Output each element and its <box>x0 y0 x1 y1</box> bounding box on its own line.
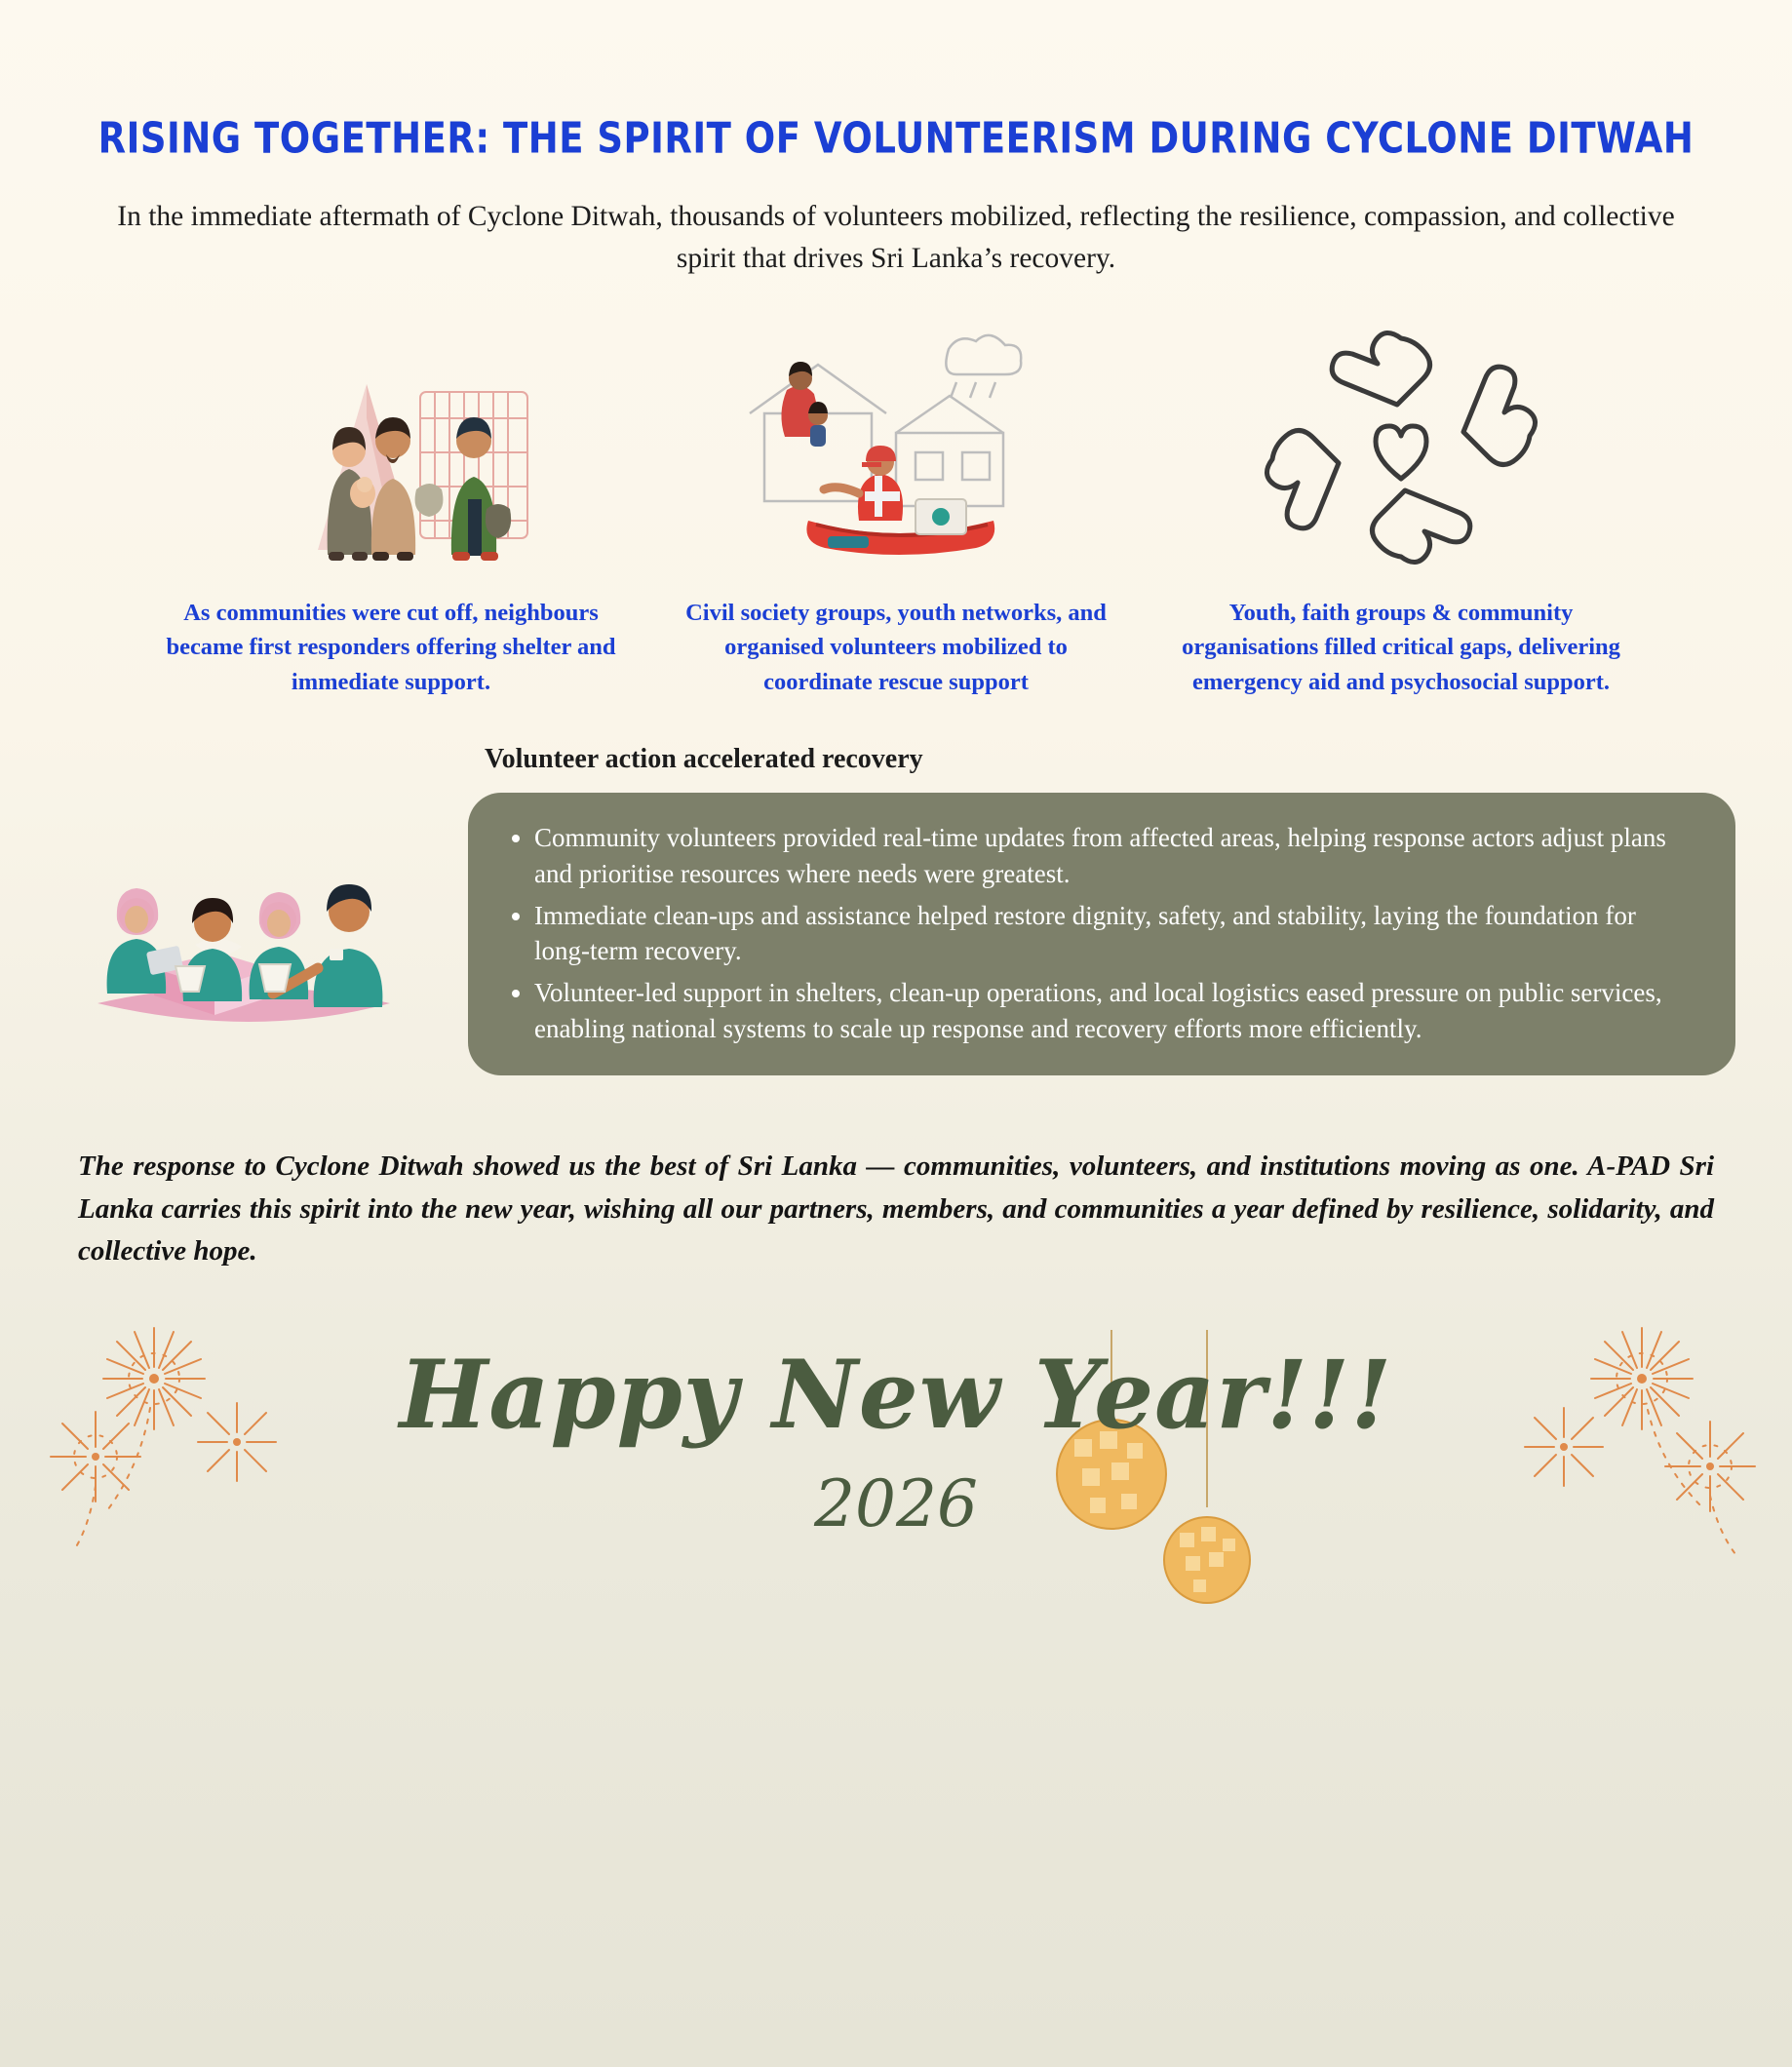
family-shelter-illustration <box>164 321 618 574</box>
new-year-section <box>0 1301 1792 1710</box>
column-item <box>669 321 1123 700</box>
column-caption: Youth, faith groups & community organisations filled critical gaps, delivering emergency aid and psychosocial support. <box>1182 599 1620 695</box>
column-caption: As communities were cut off, neighbours became first responders offering shelter and immediate support. <box>166 599 616 695</box>
column-item <box>1174 321 1628 700</box>
recovery-section-title: Volunteer action accelerated recovery <box>485 744 923 775</box>
list-item: • Volunteer-led support in shelters, clean-up operations, and local logistics eased pressure on public services, enabling national systems to scale up response and recovery efforts more efficiently. <box>534 975 1693 1046</box>
recovery-bullets-panel <box>468 793 1735 1075</box>
page-title: RISING TOGETHER: THE SPIRIT OF VOLUNTEERISM DURING CYCLONE DITWAH <box>97 113 1695 163</box>
happy-new-year-greeting: Happy New Year!!! <box>399 1339 1393 1450</box>
column-caption: Civil society groups, youth networks, and organised volunteers mobilized to coordinate rescue support <box>685 599 1107 695</box>
flood-rescue-boat-illustration <box>669 321 1123 574</box>
new-year-number: 2026 <box>814 1465 978 1541</box>
helping-hands-heart-icon <box>1174 321 1628 574</box>
volunteers-packing-aid-illustration <box>58 822 468 1046</box>
list-item: • Community volunteers provided real-time updates from affected areas, helping response actors adjust plans and prioritise resources where needs were greatest. <box>534 820 1693 891</box>
list-item: • Immediate clean-ups and assistance helped restore dignity, safety, and stability, laying the foundation for long-term recovery. <box>534 898 1693 969</box>
closing-statement: The response to Cyclone Ditwah showed us the best of Sri Lanka — communities, volunteers, and institutions moving as one. A-PAD Sri Lanka carries this spirit into the new year, wishing all our partners, members, and communities a year defined by resilience, solidarity, and collective hope. <box>78 1150 1714 1268</box>
recovery-section <box>0 793 1792 1075</box>
column-item <box>164 321 618 700</box>
three-column-section <box>0 321 1792 700</box>
page-subtitle: In the immediate aftermath of Cyclone Ditwah, thousands of volunteers mobilized, reflecting the resilience, compassion, and collective spirit that drives Sri Lanka’s recovery. <box>117 201 1675 274</box>
